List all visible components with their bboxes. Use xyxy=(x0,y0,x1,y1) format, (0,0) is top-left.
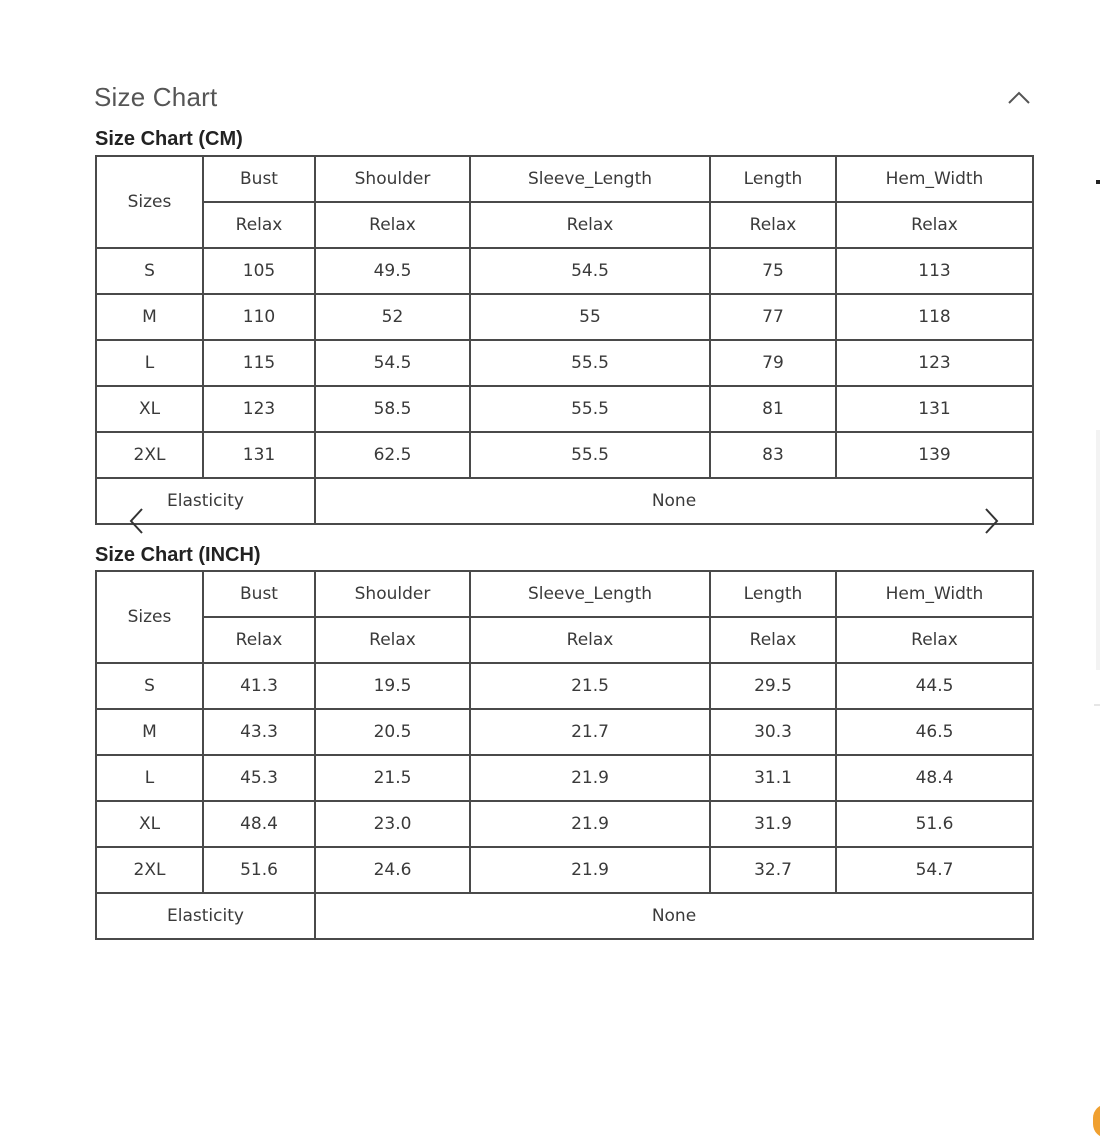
fit-cell: Relax xyxy=(203,202,315,248)
value-cell: 51.6 xyxy=(836,801,1033,847)
value-cell: 41.3 xyxy=(203,663,315,709)
value-cell: 54.5 xyxy=(315,340,470,386)
fit-cell: Relax xyxy=(710,617,836,663)
fit-cell: Relax xyxy=(836,202,1033,248)
fit-cell: Relax xyxy=(470,617,710,663)
chevron-left-icon[interactable] xyxy=(126,506,148,536)
floating-action-button[interactable] xyxy=(1093,1104,1100,1138)
value-cell: 31.1 xyxy=(710,755,836,801)
column-header-length: Length xyxy=(710,571,836,617)
value-cell: 48.4 xyxy=(203,801,315,847)
edge-mark xyxy=(1096,180,1100,184)
edge-divider xyxy=(1094,704,1100,706)
value-cell: 131 xyxy=(836,386,1033,432)
elasticity-row xyxy=(96,478,1033,524)
value-cell: 19.5 xyxy=(315,663,470,709)
value-cell: 131 xyxy=(203,432,315,478)
value-cell: 139 xyxy=(836,432,1033,478)
value-cell: 49.5 xyxy=(315,248,470,294)
table-row xyxy=(96,801,1033,847)
value-cell: 110 xyxy=(203,294,315,340)
value-cell: 55 xyxy=(470,294,710,340)
fit-cell: Relax xyxy=(315,617,470,663)
elasticity-value: None xyxy=(315,478,1033,524)
fit-cell: Relax xyxy=(470,202,710,248)
elasticity-label: Elasticity xyxy=(96,478,315,524)
fit-cell: Relax xyxy=(315,202,470,248)
fit-cell: Relax xyxy=(836,617,1033,663)
elasticity-label: Elasticity xyxy=(96,893,315,939)
panel-title: Size Chart xyxy=(94,82,218,112)
column-header-sleeve-length: Sleeve_Length xyxy=(470,156,710,202)
value-cell: 123 xyxy=(836,340,1033,386)
size-chart-inch-caption: Size Chart (INCH) xyxy=(95,544,261,566)
column-header-bust: Bust xyxy=(203,571,315,617)
value-cell: 31.9 xyxy=(710,801,836,847)
column-header-shoulder: Shoulder xyxy=(315,571,470,617)
value-cell: 81 xyxy=(710,386,836,432)
value-cell: 29.5 xyxy=(710,663,836,709)
size-cell: M xyxy=(96,294,203,340)
size-chart-cm-table xyxy=(95,155,1034,525)
elasticity-row xyxy=(96,893,1033,939)
size-cell: XL xyxy=(96,386,203,432)
column-header-hem-width: Hem_Width xyxy=(836,156,1033,202)
fit-cell: Relax xyxy=(710,202,836,248)
elasticity-value: None xyxy=(315,893,1033,939)
value-cell: 30.3 xyxy=(710,709,836,755)
table-header-row xyxy=(96,156,1033,202)
sizes-header: Sizes xyxy=(96,571,203,663)
value-cell: 21.7 xyxy=(470,709,710,755)
column-header-hem-width: Hem_Width xyxy=(836,571,1033,617)
size-cell: 2XL xyxy=(96,847,203,893)
value-cell: 55.5 xyxy=(470,432,710,478)
table-row xyxy=(96,340,1033,386)
value-cell: 21.5 xyxy=(315,755,470,801)
value-cell: 45.3 xyxy=(203,755,315,801)
table-fit-row xyxy=(96,202,1033,248)
value-cell: 54.5 xyxy=(470,248,710,294)
column-header-bust: Bust xyxy=(203,156,315,202)
fit-cell: Relax xyxy=(203,617,315,663)
size-cell: S xyxy=(96,248,203,294)
value-cell: 32.7 xyxy=(710,847,836,893)
size-cell: L xyxy=(96,340,203,386)
value-cell: 75 xyxy=(710,248,836,294)
size-cell: 2XL xyxy=(96,432,203,478)
value-cell: 46.5 xyxy=(836,709,1033,755)
size-chart-cm-caption: Size Chart (CM) xyxy=(95,128,243,150)
value-cell: 79 xyxy=(710,340,836,386)
table-row xyxy=(96,709,1033,755)
value-cell: 21.9 xyxy=(470,847,710,893)
value-cell: 105 xyxy=(203,248,315,294)
table-row xyxy=(96,663,1033,709)
size-chart-inch-table xyxy=(95,570,1034,940)
edge-divider xyxy=(1096,430,1100,670)
value-cell: 115 xyxy=(203,340,315,386)
table-row xyxy=(96,386,1033,432)
value-cell: 21.5 xyxy=(470,663,710,709)
value-cell: 62.5 xyxy=(315,432,470,478)
value-cell: 77 xyxy=(710,294,836,340)
value-cell: 51.6 xyxy=(203,847,315,893)
table-header-row xyxy=(96,571,1033,617)
table-row xyxy=(96,248,1033,294)
column-header-shoulder: Shoulder xyxy=(315,156,470,202)
value-cell: 52 xyxy=(315,294,470,340)
chevron-up-icon[interactable] xyxy=(1006,88,1032,108)
size-cell: M xyxy=(96,709,203,755)
column-header-length: Length xyxy=(710,156,836,202)
value-cell: 24.6 xyxy=(315,847,470,893)
table-fit-row xyxy=(96,617,1033,663)
table-row xyxy=(96,755,1033,801)
size-cell: XL xyxy=(96,801,203,847)
size-chart-panel-header[interactable] xyxy=(94,80,1034,116)
value-cell: 44.5 xyxy=(836,663,1033,709)
value-cell: 43.3 xyxy=(203,709,315,755)
value-cell: 55.5 xyxy=(470,386,710,432)
size-cell: S xyxy=(96,663,203,709)
sizes-header: Sizes xyxy=(96,156,203,248)
value-cell: 113 xyxy=(836,248,1033,294)
value-cell: 55.5 xyxy=(470,340,710,386)
value-cell: 118 xyxy=(836,294,1033,340)
size-cell: L xyxy=(96,755,203,801)
table-row xyxy=(96,432,1033,478)
chevron-right-icon[interactable] xyxy=(980,506,1002,536)
value-cell: 21.9 xyxy=(470,755,710,801)
value-cell: 23.0 xyxy=(315,801,470,847)
value-cell: 54.7 xyxy=(836,847,1033,893)
value-cell: 21.9 xyxy=(470,801,710,847)
table-row xyxy=(96,847,1033,893)
value-cell: 123 xyxy=(203,386,315,432)
value-cell: 48.4 xyxy=(836,755,1033,801)
table-row xyxy=(96,294,1033,340)
value-cell: 58.5 xyxy=(315,386,470,432)
value-cell: 20.5 xyxy=(315,709,470,755)
value-cell: 83 xyxy=(710,432,836,478)
column-header-sleeve-length: Sleeve_Length xyxy=(470,571,710,617)
